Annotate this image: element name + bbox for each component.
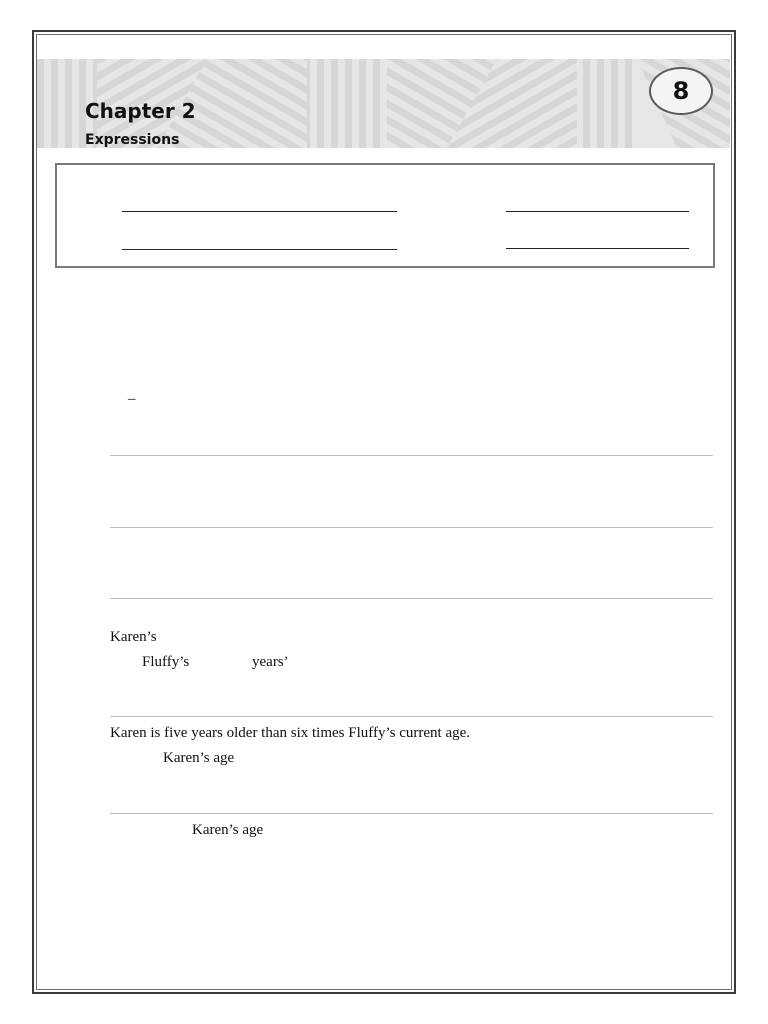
name-fill-line[interactable] <box>122 211 397 212</box>
answer-rule <box>110 813 713 814</box>
years-label: years’ <box>252 654 289 670</box>
problem-statement: Karen is five years older than six times Fluffy’s current age. <box>110 725 471 741</box>
answer-rule <box>110 455 713 456</box>
karens-age-label: Karen’s age <box>192 822 264 838</box>
class-fill-line[interactable] <box>122 249 397 250</box>
answer-rule <box>110 598 713 599</box>
karens-age-label: Karen’s age <box>163 750 235 766</box>
chapter-subtitle: Expressions <box>85 132 180 148</box>
karens-label: Karen’s <box>110 629 157 645</box>
student-info-box <box>55 163 715 268</box>
fluffys-label: Fluffy’s <box>142 654 190 670</box>
dash-mark: – <box>128 391 136 407</box>
page-number-badge: 8 <box>649 67 713 115</box>
date-fill-line[interactable] <box>506 211 689 212</box>
chapter-title: Chapter 2 <box>85 99 196 123</box>
period-fill-line[interactable] <box>506 248 689 249</box>
answer-rule <box>110 716 713 717</box>
answer-rule <box>110 527 713 528</box>
